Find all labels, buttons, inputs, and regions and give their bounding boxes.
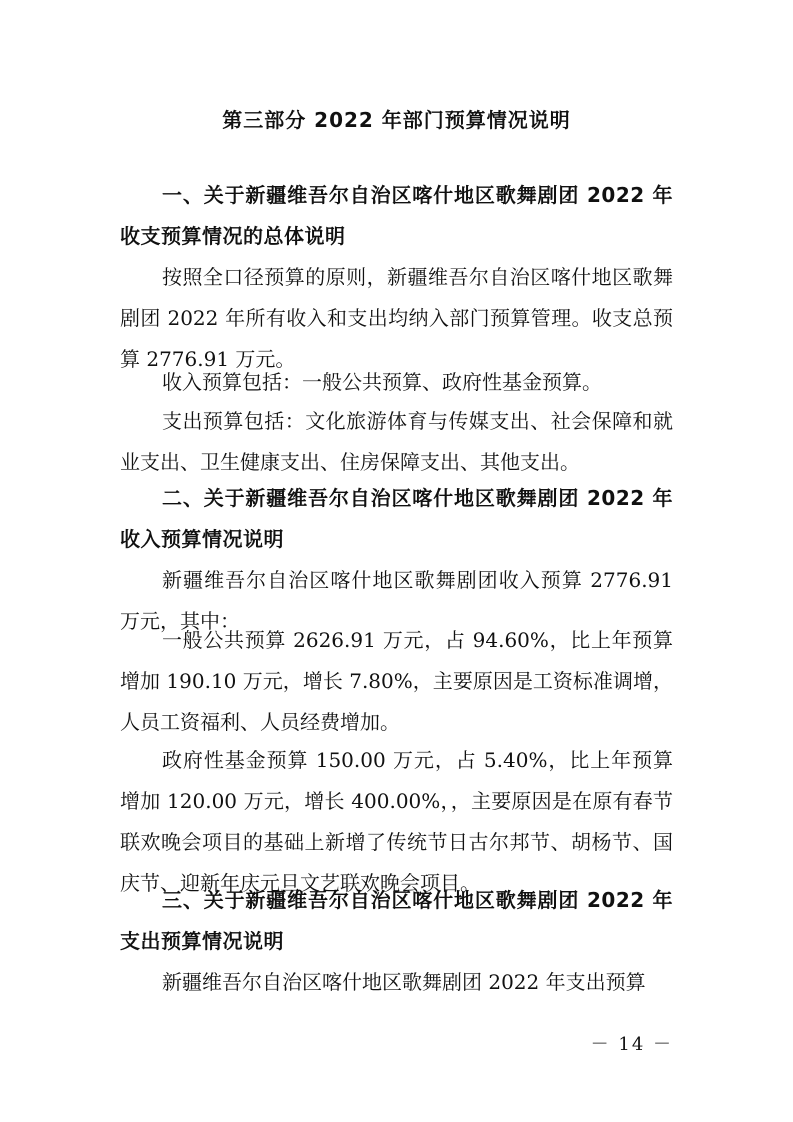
section-2-paragraph-2: 一般公共预算 2626.91 万元，占 94.60%，比上年预算增加 190.10 万元，增长 7.80%，主要原因是工资标准调增，人员工资福利、人员经费增加。: [120, 628, 673, 734]
page-title: 第三部分 2022 年部门预算情况说明: [222, 108, 571, 132]
section-1-paragraph-1: 按照全口径预算的原则，新疆维吾尔自治区喀什地区歌舞剧团 2022 年所有收入和支出均纳入部门预算管理。收支总预算 2776.91 万元。: [120, 265, 673, 371]
section-2-heading: 二、关于新疆维吾尔自治区喀什地区歌舞剧团 2022 年收入预算情况说明: [120, 486, 673, 551]
section-2-paragraph-1: 新疆维吾尔自治区喀什地区歌舞剧团收入预算 2776.91 万元，其中：: [120, 568, 673, 633]
section-3-paragraph-1: 新疆维吾尔自治区喀什地区歌舞剧团 2022 年支出预算: [162, 970, 646, 994]
section-1-paragraph-3: 支出预算包括：文化旅游体育与传媒支出、社会保障和就业支出、卫生健康支出、住房保障支出、其他支出。: [120, 409, 673, 474]
section-3-heading: 三、关于新疆维吾尔自治区喀什地区歌舞剧团 2022 年支出预算情况说明: [120, 888, 673, 953]
section-1-paragraph-2: 收入预算包括：一般公共预算、政府性基金预算。: [162, 370, 602, 394]
section-2-paragraph-3: 政府性基金预算 150.00 万元，占 5.40%，比上年预算增加 120.00 万元，增长 400.00%，，主要原因是在原有春节联欢晚会项目的基础上新增了传统节日古尔邦节、胡杨节、国庆节、迎新年庆元旦文艺联欢晚会项目。: [120, 748, 673, 895]
page-number: － 14 －: [590, 1034, 673, 1055]
section-1-heading: 一、关于新疆维吾尔自治区喀什地区歌舞剧团 2022 年收支预算情况的总体说明: [120, 183, 673, 248]
